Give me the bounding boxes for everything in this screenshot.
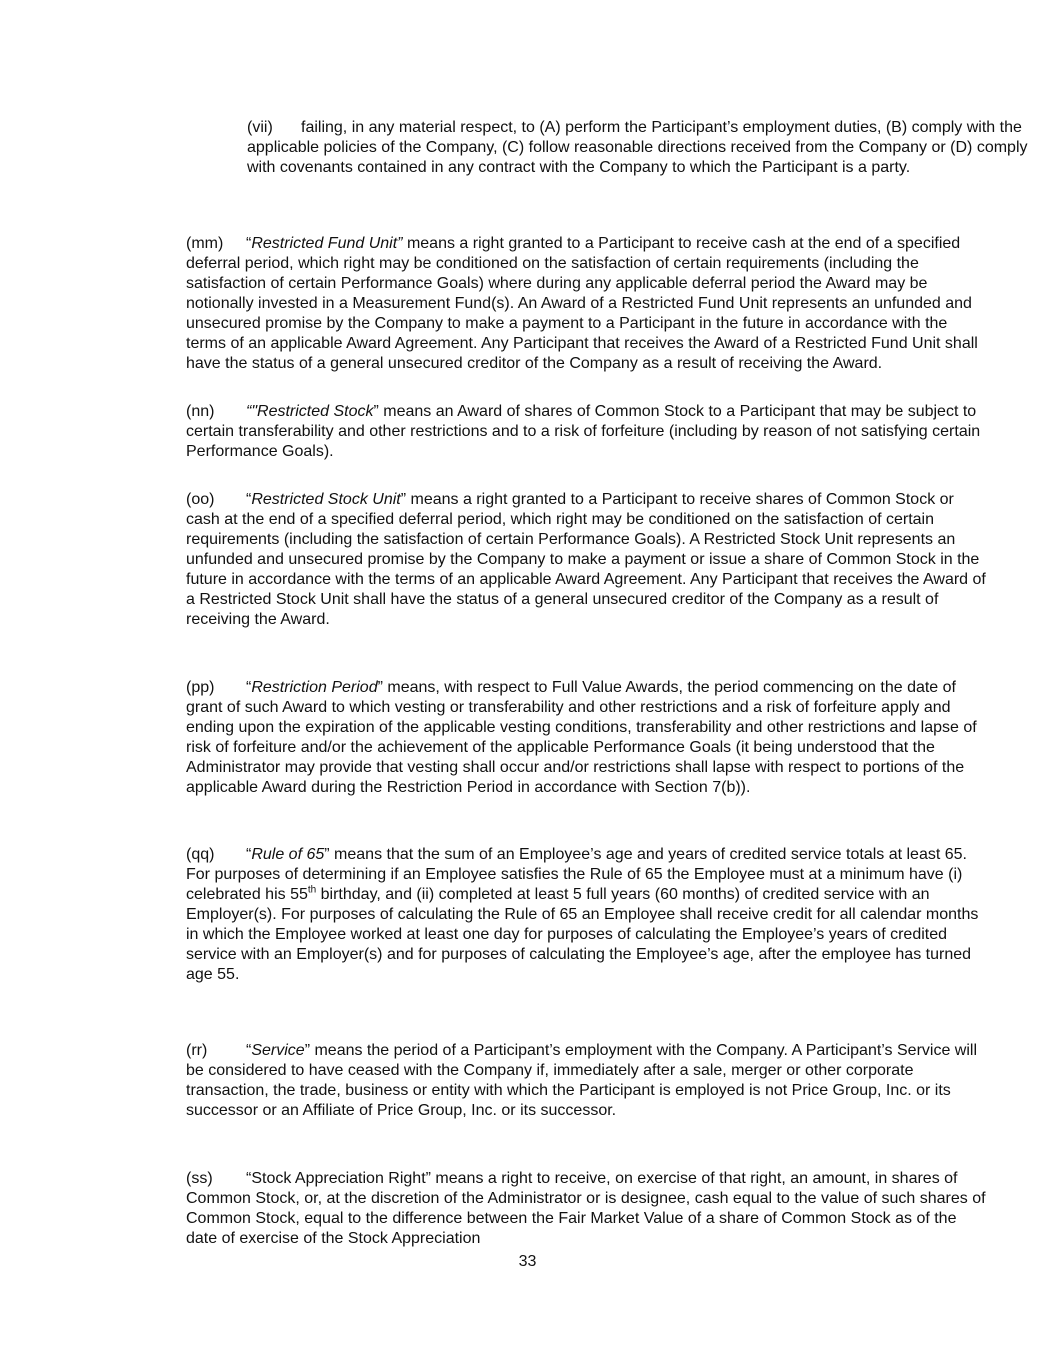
page-number: 33 [518,1253,537,1270]
definition-text: “Stock Appreciation Right” means a right to receive, on exercise of that right, an amount, in shares of Common Stock, or, at the discretion of the Administrator or is designee, cash equal to the value of such shares of Common Stock, equal to the difference between the Fair Market Value of a share of Common Stock as of the date of exercise of the Stock Appreciation [186,1170,986,1247]
definition-oo [123,490,986,630]
definition-text: ” means that the sum of an Employee’s age and years of credited service totals at least 65. For purposes of determining if an Employee satisfies the Rule of 65 the Employee must at a minimum have (i) celebrated his 55 [186,846,967,903]
open-quote: “ [246,491,252,508]
defined-term: Service [251,1042,305,1059]
definition-text: ” means a right granted to a Participant to receive shares of Common Stock or cash at the end of a specified deferral period, which right may be conditioned on the satisfaction of certain requirements (including the satisfaction of certain Performance Goals). A Restricted Stock Unit represents an unfunded and unsecured promise by the Company to make a payment or issue a share of Common Stock in the future in accordance with the terms of an applicable Award Agreement. Any Participant that receives the Award of a Restricted Stock Unit shall have the status of a general unsecured creditor of the Company as a result of receiving the Award. [186,491,986,628]
open-quote: “ [246,1042,252,1059]
paragraph-vii [123,118,1047,178]
definition-label: (oo) [186,491,215,508]
definition-label: (qq) [186,846,215,863]
defined-term: Restricted Fund Unit” [251,235,403,252]
open-quote: “ [246,846,252,863]
defined-term: “"Restricted Stock [246,403,374,420]
open-quote: “ [246,679,252,696]
definition-label: (rr) [186,1042,208,1059]
defined-term: Restricted Stock Unit [251,491,401,508]
definition-label: (mm) [186,235,224,252]
definition-label: (ss) [186,1170,213,1187]
definition-qq [123,845,986,985]
definition-pp [123,678,986,798]
definition-text: ” means the period of a Participant’s employment with the Company. A Participant’s Service will be considered to have ceased with the Company if, immediately after a sale, merger or other corporate transaction, the trade, business or entity with which the Participant is employed is not Price Group, Inc. or its successor or an Affiliate of Price Group, Inc. or its successor. [186,1042,978,1119]
definition-rr [123,1041,986,1121]
definition-text-continued: birthday, and (ii) completed at least 5 full years (60 months) of credited service with an Employer(s). For purposes of calculating the Rule of 65 an Employee shall receive credit for all calendar months in which the Employee worked at least one day for purposes of calculating the Employee’s years of credited service with an Employer(s) and for purposes of calculating the Employee’s age, after the employee has turned age 55. [186,886,979,983]
definition-text: ” means an Award of shares of Common Stock to a Participant that may be subject to certain transferability and other restrictions and to a risk of forfeiture (including by reason of not satisfying certain Performance Goals). [186,403,981,460]
defined-term: Rule of 65 [251,846,325,863]
paragraph-text: failing, in any material respect, to (A) perform the Participant’s employment duties, (B) comply with the applicable policies of the Company, (C) follow reasonable directions received from the Company or (D) comply with covenants contained in any contract with the Company to which the Participant is a party. [247,119,1028,176]
definition-label: (nn) [186,403,215,420]
defined-term: Restriction Period [251,679,378,696]
definition-mm [123,234,986,374]
paragraph-label: (vii) [247,119,273,136]
definition-label: (pp) [186,679,215,696]
ordinal-superscript: th [307,884,317,896]
definition-text: ” means, with respect to Full Value Awards, the period commencing on the date of grant of such Award to which vesting or transferability and other restrictions and a risk of forfeiture apply and ending upon the expiration of the applicable vesting conditions, transferability and other restrictions and lapse of risk of forfeiture and/or the achievement of the applicable Performance Goals (it being understood that the Administrator may provide that vesting shall occur and/or restrictions shall lapse with respect to portions of the applicable Award during the Restriction Period in accordance with Section 7(b)). [186,679,977,796]
definition-ss [123,1169,986,1249]
definition-text: means a right granted to a Participant to receive cash at the end of a specified deferral period, which right may be conditioned on the satisfaction of certain requirements (including the satisfaction of certain Performance Goals) where during any applicable deferral period the Award may be notionally invested in a Measurement Fund(s). An Award of a Restricted Fund Unit represents an unfunded and unsecured promise by the Company to make a payment to a Participant in the future in accordance with the terms of an applicable Award Agreement. Any Participant that receives the Award of a Restricted Fund Unit shall have the status of a general unsecured creditor of the Company as a result of receiving the Award. [186,235,978,372]
definition-nn [123,402,986,462]
open-quote: “ [246,235,252,252]
